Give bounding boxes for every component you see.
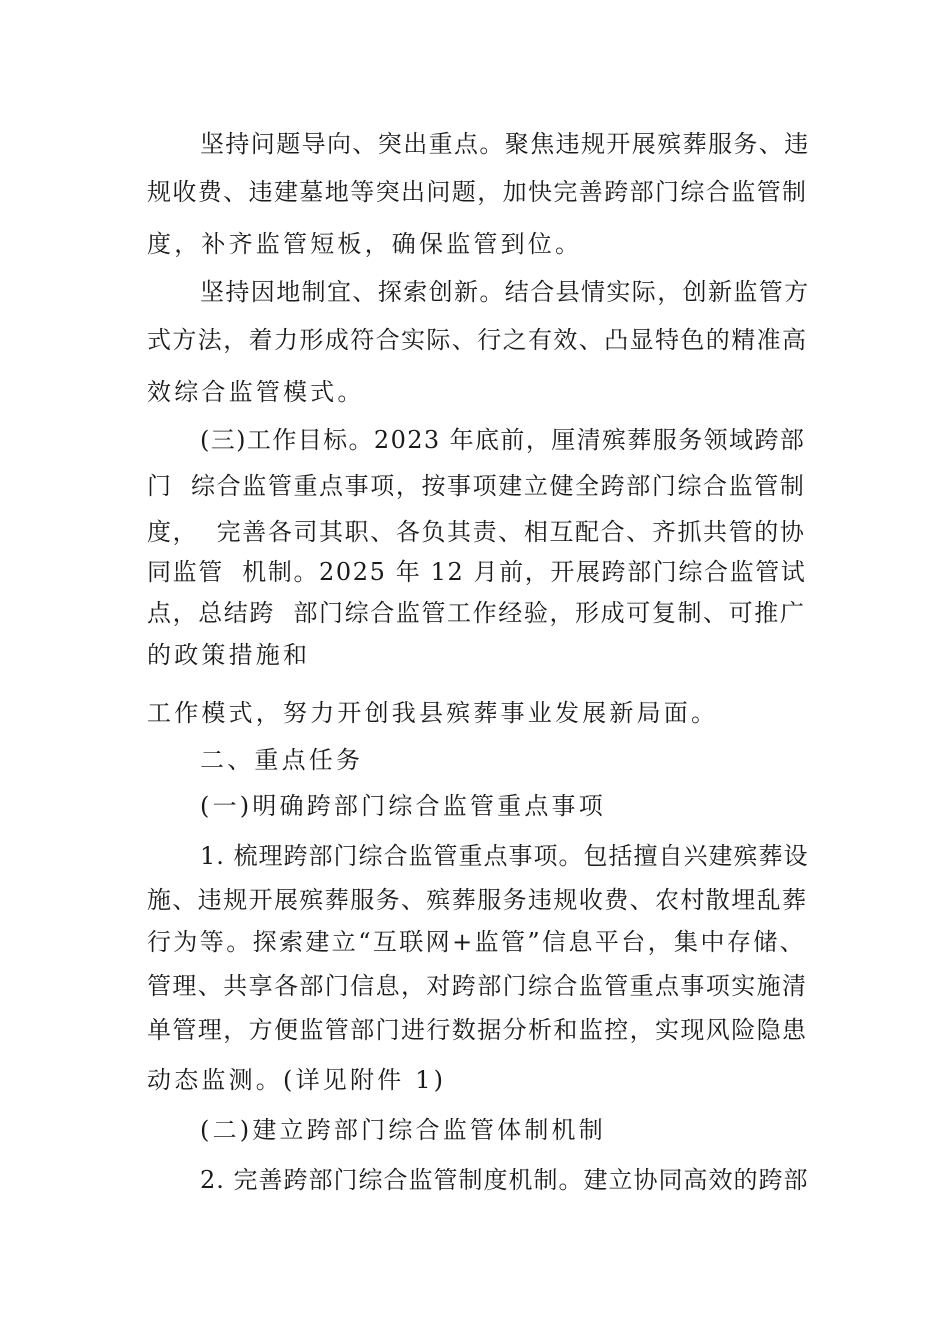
paragraph-line: 式方法，着力形成符合实际、行之有效、凸显特色的精准高: [147, 326, 808, 354]
subsection-heading: (一)明确跨部门综合监管重点事项: [200, 792, 606, 820]
paragraph-line: (三)工作目标。2023 年底前，厘清殡葬服务领域跨部: [200, 426, 806, 454]
paragraph-line: 动态监测。(详见附件 1): [147, 1066, 447, 1094]
paragraph-line: 度，补齐监管短板，确保监管到位。: [147, 230, 583, 258]
paragraph-line: 度， 完善各司其职、各负其责、相互配合、齐抓共管的协: [147, 518, 806, 546]
paragraph-line: 行为等。探索建立“互联网+监管”信息平台，集中存储、: [147, 928, 807, 956]
paragraph-line: 效综合监管模式。: [147, 378, 365, 406]
paragraph-line: 点，总结跨 部门综合监管工作经验，形成可复制、可推广: [147, 599, 806, 627]
paragraph-line: 工作模式，努力开创我县殡葬事业发展新局面。: [147, 699, 719, 727]
paragraph-line: 同监管 机制。2025 年 12 月前，开展跨部门综合监管试: [147, 558, 807, 586]
paragraph-line: 门 综合监管重点事项，按事项建立健全跨部门综合监管制: [147, 472, 806, 500]
paragraph-line: 坚持问题导向、突出重点。聚焦违规开展殡葬服务、违: [200, 130, 810, 158]
paragraph-line: 的政策措施和: [147, 641, 311, 669]
paragraph-line: 1. 梳理跨部门综合监管重点事项。包括擅自兴建殡葬设: [200, 842, 809, 870]
paragraph-line: 2. 完善跨部门综合监管制度机制。建立协同高效的跨部: [200, 1166, 809, 1194]
paragraph-line: 管理、共享各部门信息，对跨部门综合监管重点事项实施清: [147, 972, 808, 1000]
paragraph-line: 规收费、违建墓地等突出问题，加快完善跨部门综合监管制: [147, 178, 808, 206]
paragraph-line: 施、违规开展殡葬服务、殡葬服务违规收费、农村散埋乱葬: [147, 886, 808, 914]
paragraph-line: 单管理，方便监管部门进行数据分析和监控，实现风险隐患: [147, 1016, 808, 1044]
paragraph-line: 坚持因地制宜、探索创新。结合县情实际，创新监管方: [200, 278, 810, 306]
section-heading: 二、重点任务: [200, 746, 364, 774]
subsection-heading: (二)建立跨部门综合监管体制机制: [200, 1116, 606, 1144]
